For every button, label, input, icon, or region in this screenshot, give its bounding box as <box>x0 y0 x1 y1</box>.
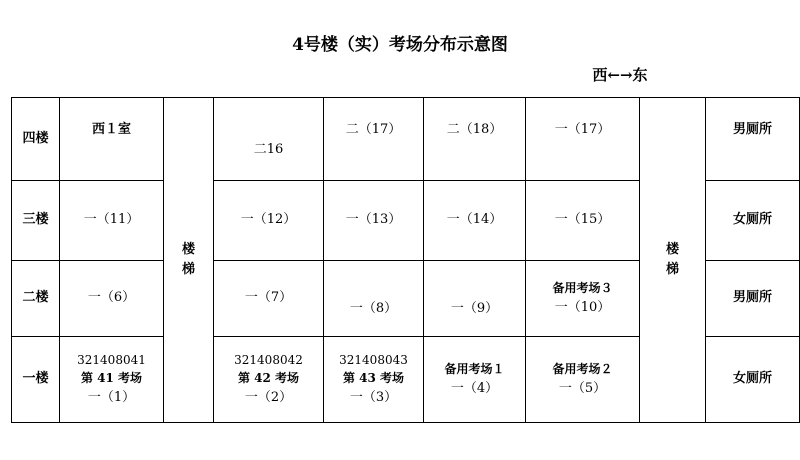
room-cell <box>526 261 640 337</box>
stairs-label: 梯 <box>181 262 195 277</box>
room-cell <box>60 337 164 423</box>
room-cell <box>526 337 640 423</box>
floor-label: 一楼 <box>12 337 60 423</box>
room-cell: 一（15） <box>526 181 640 261</box>
room-cell: 一（7） <box>214 261 324 337</box>
restroom-cell: 男厕所 <box>706 261 800 337</box>
restroom-cell: 女厕所 <box>706 337 800 423</box>
room-cell: 一（6） <box>60 261 164 337</box>
room-cell <box>324 337 424 423</box>
exam-room-map <box>11 97 800 423</box>
room-code: 321408043 <box>339 352 408 367</box>
backup-room-label: 备用考场２ <box>552 362 613 377</box>
backup-room-label: 备用考场１ <box>444 362 505 377</box>
room-code: 321408042 <box>234 352 303 367</box>
floor-row-4 <box>12 98 800 181</box>
room-cell <box>214 337 324 423</box>
room-number: 一（1） <box>87 390 136 406</box>
floor-label: 三楼 <box>12 181 60 261</box>
stairs-label: 梯 <box>665 262 679 277</box>
room-cell: 西１室 <box>60 98 164 181</box>
room-cell: 一（14） <box>424 181 526 261</box>
room-number: 一（5） <box>558 380 607 396</box>
room-cell: 一（17） <box>526 98 640 181</box>
room-cell: 一（9） <box>424 261 526 337</box>
east-stairs <box>640 98 706 423</box>
floor-label: 二楼 <box>12 261 60 337</box>
restroom-cell: 男厕所 <box>706 98 800 181</box>
restroom-cell: 女厕所 <box>706 181 800 261</box>
room-cell: 二（17） <box>324 98 424 181</box>
page-title: 4号楼（实）考场分布示意图 <box>292 35 508 55</box>
exam-room-label: 第 41 考场 <box>80 371 143 386</box>
room-number: 一（4） <box>450 380 499 396</box>
room-cell: 二16 <box>214 98 324 181</box>
stairs-label: 楼 <box>665 241 679 257</box>
room-cell: 一（12） <box>214 181 324 261</box>
room-number: 一（10） <box>554 299 611 315</box>
stairs-label: 楼 <box>181 241 195 257</box>
room-number: 一（3） <box>349 390 398 406</box>
direction-indicator: 西←→东 <box>592 66 648 84</box>
room-code: 321408041 <box>77 352 146 367</box>
west-stairs <box>164 98 214 423</box>
exam-room-label: 第 43 考场 <box>342 371 405 386</box>
room-cell: 一（13） <box>324 181 424 261</box>
exam-room-label: 第 42 考场 <box>237 371 300 386</box>
backup-room-label: 备用考场３ <box>552 281 613 296</box>
room-number: 一（2） <box>244 390 293 406</box>
room-cell: 一（11） <box>60 181 164 261</box>
room-cell: 一（8） <box>324 261 424 337</box>
room-cell <box>424 337 526 423</box>
room-cell: 二（18） <box>424 98 526 181</box>
floor-label: 四楼 <box>12 98 60 181</box>
